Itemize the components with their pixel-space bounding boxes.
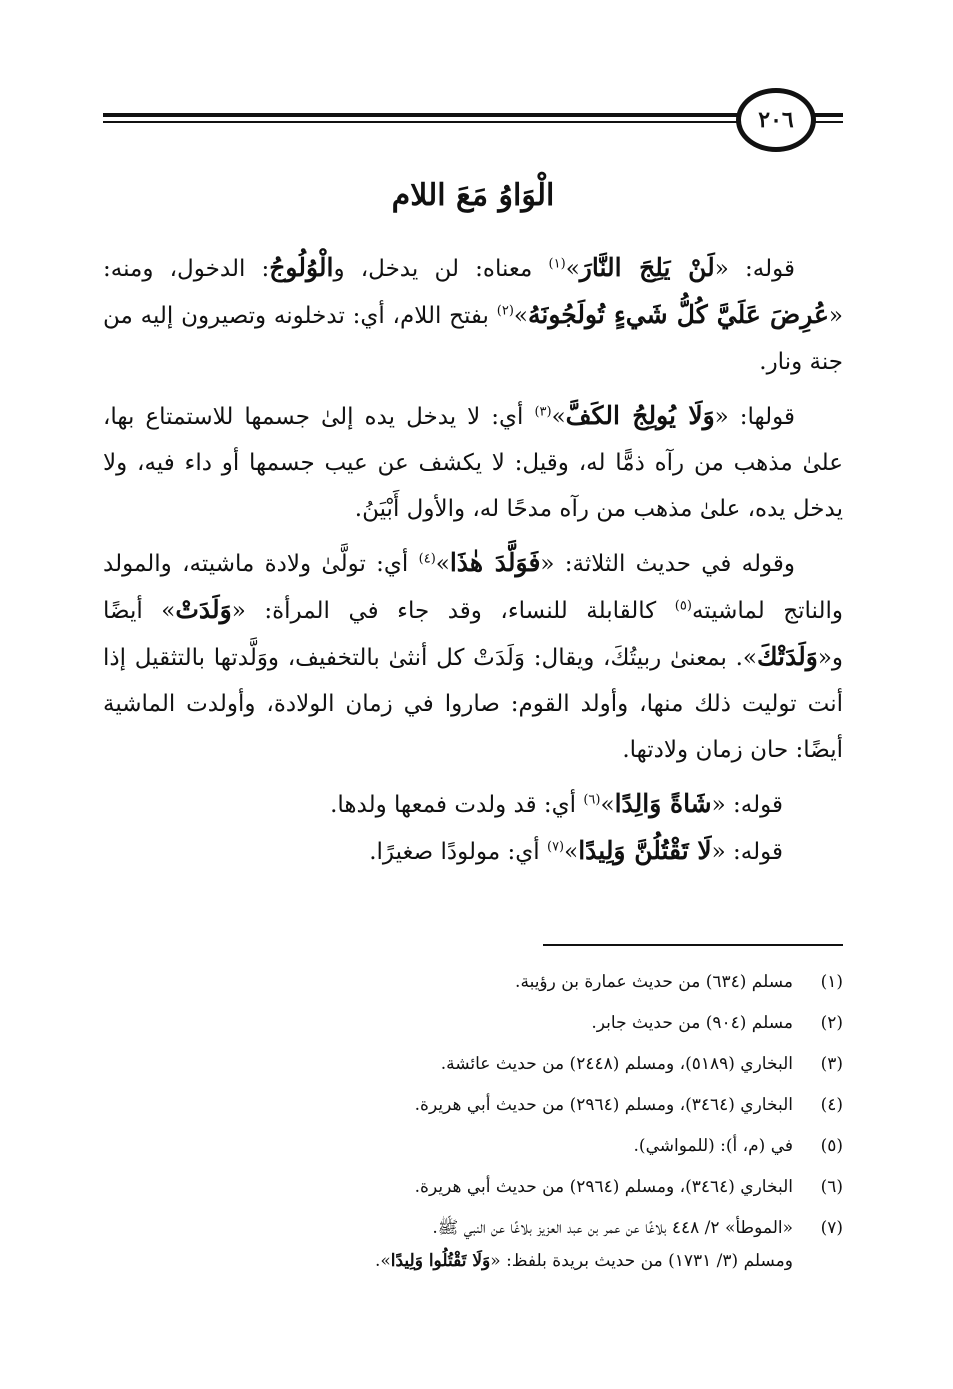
quote: شَاةً وَالِدًا (614, 789, 712, 818)
page-number-badge (736, 88, 816, 152)
footnote-text: في (م، أ): (للمواشي). (633, 1136, 793, 1156)
footnote-number: (٧) (820, 1218, 843, 1238)
footnote (103, 1003, 843, 1044)
quote: فَوَلَّدَ هٰذَا (449, 548, 541, 577)
footnote-ref: (٦) (583, 792, 601, 808)
paragraph-2: قولها: «وَلَا يُولِجُ الكَفَّ»$^{(٣)}$ أي: لا يدخل يده إلىٰ جسمها للاستمتاع بها، علىٰ مذهب من رآه ذمًّا له، وقيل: لا يكشف عن عيب جسمها أو داء فيه، ولا يدخل يده، علىٰ مذهب من رآه مدحًا له، والأول أَبْيَنُ. (103, 401, 843, 522)
quote: وَلَدَتْكَ (756, 642, 818, 671)
quote: عُرِضَ عَلَيَّ كُلُّ شَيءٍ تُولَجُونَهُ (527, 300, 829, 329)
paragraph-5: قوله: «لَا تَقْتُلُنَّ وَلِيدًا»$^{(٧)}$ أي: مولودًا صغيرًا. (369, 836, 783, 865)
footnote-text: مسلم (٦٣٤) من حديث عمارة بن رؤيبة. (515, 972, 793, 992)
quote: وَلَا تَقْتُلُوا وَلِيدًا (390, 1251, 491, 1271)
quote: لَا تَقْتُلُنَّ وَلِيدًا (578, 836, 712, 865)
footnote-number: (٥) (820, 1136, 843, 1156)
footnote (103, 1126, 843, 1167)
footnote (103, 1167, 843, 1208)
footnote (103, 1085, 843, 1126)
footnote-ref: (٣) (534, 404, 552, 420)
footnote-number: (٢) (820, 1013, 843, 1033)
quote: لَنْ يَلِجَ النَّارَ (579, 253, 715, 282)
footnote-ref: (٧) (546, 839, 565, 855)
footnote-number: (١) (820, 972, 843, 992)
footnotes (103, 962, 843, 1282)
footnote-text: «الموطأ» ٢/ ٤٤٨ بلاغًا عن عمر بن عبد العزيز بلاغًا عن النبي ﷺ. (432, 1218, 793, 1238)
footnote-text: مسلم (٩٠٤) من حديث جابر. (591, 1013, 793, 1033)
footnote-ref: (٥) (674, 598, 692, 614)
footnote-continuation: ومسلم (٣/ ١٧٣١) من حديث بريدة بلفظ: «وَلَا تَقْتُلُوا وَلِيدًا». (374, 1251, 793, 1271)
quote: وَلَدَتْ (175, 595, 232, 624)
page-number: ٢٠٦ (758, 107, 794, 133)
footnote-number: (٣) (820, 1054, 843, 1074)
paragraph-3: وقوله في حديث الثلاثة: «فَوَلَّدَ هٰذَا»$^{(٤)}$ أي: تولَّىٰ ولادة ماشيته، والمولد والناتج لماشيته$^{(٥)}$ كالقابلة للنساء، وقد جاء في المرأة: «وَلَدَتْ» أيضًا و«وَلَدَتْكَ». بمعنىٰ ربيتُكَ، ويقال: وَلَدَتْ كل أنثىٰ بالتخفيف، ووَلَّدتها بالتثقيل إذا أنت توليت ذلك منها، وأولد القوم: صاروا في زمان الولادة، وأولدت الماشية أيضًا: حان زمان ولادتها. (103, 548, 843, 763)
footnote-ref: (٤) (418, 551, 436, 567)
footnote-ref: (٢) (496, 303, 514, 319)
term: الْوُلُوجُ (269, 253, 334, 282)
footnote-number: (٦) (820, 1177, 843, 1197)
footnote-separator (543, 944, 843, 946)
footnote-ref: (١) (548, 256, 566, 272)
footnote-text: البخاري (٣٤٦٤)، ومسلم (٢٩٦٤) من حديث أبي هريرة. (414, 1095, 793, 1115)
footnote (103, 1044, 843, 1085)
main-text (103, 245, 843, 875)
quote: وَلَا يُولِجُ الكَفَّ (565, 401, 715, 430)
header-rule (103, 113, 843, 117)
paragraph-4: قوله: «شَاةً وَالِدًا»$^{(٦)}$ أي: قد ولدت فمعها ولدها. (330, 789, 783, 818)
footnote (103, 962, 843, 1003)
footnote-number: (٤) (820, 1095, 843, 1115)
chapter-title: الْوَاوُ مَعَ اللام (391, 178, 555, 213)
footnote-text: البخاري (٥١٨٩)، ومسلم (٢٤٤٨) من حديث عائشة. (440, 1054, 793, 1074)
header-rule-thin (103, 121, 843, 123)
paragraph-1: قوله: «لَنْ يَلِجَ النَّارَ»$^{(١)}$ معناه: لن يدخل، والْوُلُوجُ: الدخول، ومنه: «عُرِضَ عَلَيَّ كُلُّ شَيءٍ تُولَجُونَهُ»$^{(٢)}$ بفتح اللام، أي: تدخلونه وتصيرون إليه من جنة ونار. (103, 253, 843, 375)
footnote-text: البخاري (٣٤٦٤)، ومسلم (٢٩٦٤) من حديث أبي هريرة. (414, 1177, 793, 1197)
